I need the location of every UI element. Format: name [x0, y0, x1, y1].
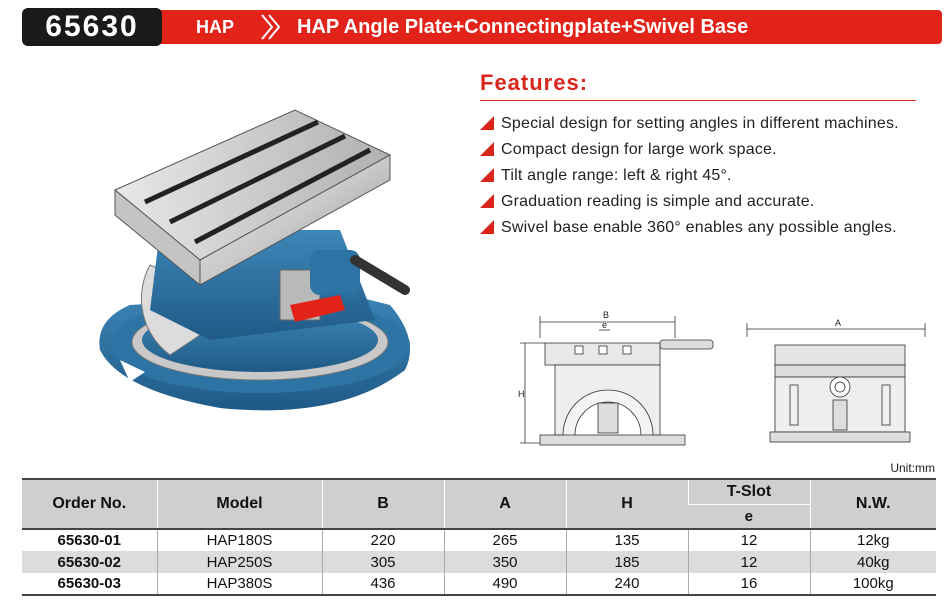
table-row — [22, 529, 936, 551]
feature-text: Graduation reading is simple and accurate. — [501, 193, 815, 210]
cell-e: 16 — [688, 573, 810, 595]
cell-b: 436 — [322, 573, 444, 595]
cell-model: HAP250S — [157, 551, 322, 573]
unit-label: Unit:mm — [890, 461, 935, 475]
header-banner — [0, 0, 952, 56]
feature-text: Compact design for large work space. — [501, 141, 777, 158]
cell-order: 65630-02 — [22, 551, 157, 573]
triangle-bullet-icon — [480, 168, 494, 182]
cell-model: HAP180S — [157, 529, 322, 551]
diagram-label-b: B — [603, 310, 610, 320]
triangle-bullet-icon — [480, 194, 494, 208]
chevron-right-icon — [258, 12, 284, 42]
feature-item — [480, 189, 920, 215]
cell-b: 220 — [322, 529, 444, 551]
feature-item — [480, 137, 920, 163]
cell-a: 350 — [444, 551, 566, 573]
side-view-diagram — [515, 308, 725, 458]
cell-model: HAP380S — [157, 573, 322, 595]
cell-b: 305 — [322, 551, 444, 573]
cell-h: 240 — [566, 573, 688, 595]
diagram-label-e: e — [602, 320, 608, 330]
header-model: Model — [157, 479, 322, 529]
cell-nw: 40kg — [810, 551, 936, 573]
header-b: B — [322, 479, 444, 529]
feature-item — [480, 111, 920, 137]
product-code: 65630 — [22, 8, 162, 46]
header-nw: N.W. — [810, 479, 936, 529]
cell-a: 490 — [444, 573, 566, 595]
brand-label: HAP — [196, 17, 235, 37]
feature-text: Special design for setting angles in different machines. — [501, 115, 899, 132]
page-title: HAP Angle Plate+Connectingplate+Swivel Base — [297, 16, 749, 38]
feature-text: Tilt angle range: left & right 45°. — [501, 167, 732, 184]
cell-order: 65630-01 — [22, 529, 157, 551]
diagram-label-h: H — [518, 389, 525, 399]
diagram-label-a: A — [835, 318, 842, 328]
triangle-bullet-icon — [480, 142, 494, 156]
header-order-no: Order No. — [22, 479, 157, 529]
cell-e: 12 — [688, 551, 810, 573]
header-e: e — [688, 504, 810, 529]
triangle-bullet-icon — [480, 220, 494, 234]
triangle-bullet-icon — [480, 116, 494, 130]
front-view-diagram — [745, 315, 930, 455]
spec-table — [22, 478, 936, 596]
features-divider — [480, 100, 916, 101]
cell-h: 185 — [566, 551, 688, 573]
header-h: H — [566, 479, 688, 529]
feature-text: Swivel base enable 360° enables any possible angles. — [501, 219, 897, 236]
features-heading: Features: — [480, 70, 589, 95]
table-row — [22, 551, 936, 573]
product-image — [90, 90, 430, 420]
feature-item — [480, 215, 920, 241]
cell-a: 265 — [444, 529, 566, 551]
features-list — [480, 111, 920, 241]
cell-nw: 12kg — [810, 529, 936, 551]
header-tslot: T-Slot — [688, 479, 810, 504]
table-row — [22, 573, 936, 595]
cell-order: 65630-03 — [22, 573, 157, 595]
cell-nw: 100kg — [810, 573, 936, 595]
cell-e: 12 — [688, 529, 810, 551]
header-a: A — [444, 479, 566, 529]
cell-h: 135 — [566, 529, 688, 551]
feature-item — [480, 163, 920, 189]
